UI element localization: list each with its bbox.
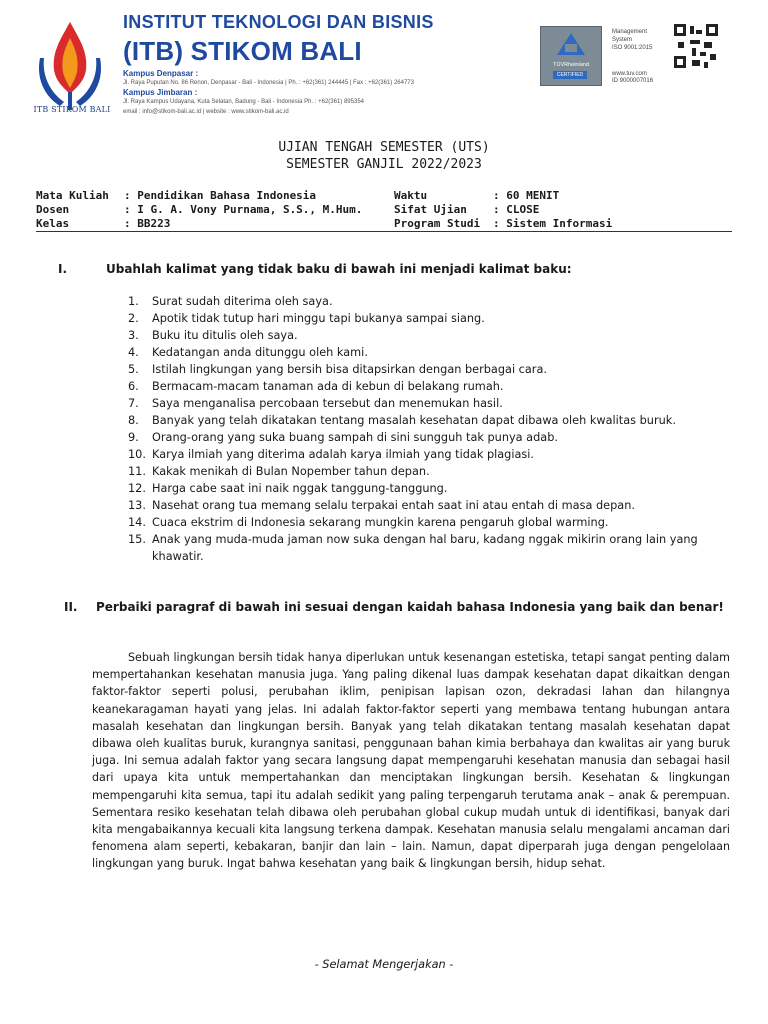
campus-jimbaran-label: Kampus Jimbaran : <box>123 88 198 97</box>
question-text: Anak yang muda-muda jaman now suka dengan hal baru, kadang nggak mikirin orang lain yang khawatir. <box>152 533 698 563</box>
section-2-instruction: Perbaiki paragraf di bawah ini sesuai dengan kaidah bahasa Indonesia yang baik dan benar! <box>96 600 724 614</box>
question-number: 7. <box>128 397 139 410</box>
question-item <box>128 514 728 531</box>
logo-caption: ITB STIKOM BALI <box>33 105 111 114</box>
question-text: Cuaca ekstrim di Indonesia sekarang mungkin karena pengaruh global warming. <box>152 516 609 529</box>
question-item <box>128 310 728 327</box>
question-number: 13. <box>128 499 146 512</box>
question-text: Harga cabe saat ini naik nggak tanggung-tanggung. <box>152 482 448 495</box>
question-item <box>128 327 728 344</box>
question-number: 11. <box>128 465 146 478</box>
question-item <box>128 344 728 361</box>
question-text: Istilah lingkungan yang bersih bisa ditapsirkan dengan berbagai cara. <box>152 363 547 376</box>
meta-left <box>36 189 362 231</box>
question-number: 15. <box>128 533 146 546</box>
section-2-number: II. <box>64 600 78 614</box>
question-text: Kedatangan anda ditunggu oleh kami. <box>152 346 368 359</box>
campus-denpasar-address: Jl. Raya Puputan No. 86 Renon, Denpasar - Bali - Indonesia | Ph. : +62(361) 244445 | Fax : +62(361) 264773 <box>123 80 414 86</box>
question-item <box>128 293 728 310</box>
cert-line-1: Management <box>612 29 648 35</box>
question-number: 4. <box>128 346 139 359</box>
question-number: 3. <box>128 329 139 342</box>
meta-right <box>394 189 612 231</box>
question-item <box>128 463 728 480</box>
question-text: Bermacam-macam tanaman ada di kebun di belakang rumah. <box>152 380 504 393</box>
question-item <box>128 378 728 395</box>
campus-jimbaran-address: Jl. Raya Kampus Udayana, Kuta Selatan, Badung - Bali - Indonesia Ph. : +62(361) 895354 <box>123 99 364 105</box>
section-2-paragraph: Sebuah lingkungan bersih tidak hanya diperlukan untuk kesenangan estetiska, tetapi sangat penting dalam mempertahankan kesehatan manusia juga. Yang paling dikenal luas dampak kesehatan dapat dikaitkan dengan faktor-faktor seperti polusi, perubahan iklim, penipisan lapisan ozon, dekradasi lahan dan hilangnya keanekaragaman hayati yang jelas. Ini adalah faktor-faktor seperti yang membawa tentang hubungan antara masalah kesehatan dan lingkungan bersih. Banyak yang telah dikatakan tentang masalah kesehatan dapat dibawa oleh kualitas buruk, kurangnya sanitasi, penggunaan bahan kimia berbahaya dan kwalitas air yang buruk juga. Ini semua adalah faktor yang secara langsung dapat mempengaruhi kesehatan manusia dan sebagai hasil dari upaya kita untuk mempertahankan dan menciptakan lingkungan bersih. Kesehatan & lingkungan mempengaruhi kita semua, tapi itu adalah sedikit yang paling terpengaruh terutama anak – anak & perempuan. Sementara resiko kesehatan telah dibawa oleh perubahan global cukup mudah untuk di identifikasi, banyak dari kita mengabaikannya kecuali kita langsung terkena dampak. Kesehatan manusia selalu mengalami ancaman dari fenomena alam seperti, kebakaran, banjir dan lain – lain. Namun, dapat diperparah juga dengan pengelolaan lingkungan yang buruk. Ingat bahwa kesehatan yang baik & lingkungan bersih, hidup sehat. <box>92 651 730 871</box>
itb-stikom-logo <box>30 18 110 118</box>
question-item <box>128 446 728 463</box>
section-1-instruction: Ubahlah kalimat yang tidak baku di bawah ini menjadi kalimat baku: <box>106 262 572 276</box>
question-text: Kakak menikah di Bulan Nopember tahun depan. <box>152 465 430 478</box>
question-text: Surat sudah diterima oleh saya. <box>152 295 333 308</box>
question-item <box>128 429 728 446</box>
meta-row-course: Mata Kuliah : Pendidikan Bahasa Indonesia <box>36 189 317 202</box>
meta-row-study-program: Program Studi : Sistem Informasi <box>394 217 613 230</box>
question-item <box>128 412 728 429</box>
meta-divider <box>36 231 732 232</box>
institution-name: (ITB) STIKOM BALI <box>123 36 362 66</box>
question-text: Saya menganalisa percobaan tersebut dan menemukan hasil. <box>152 397 503 410</box>
question-number: 2. <box>128 312 139 325</box>
question-number: 12. <box>128 482 146 495</box>
question-text: Apotik tidak tutup hari minggu tapi bukanya sampai siang. <box>152 312 485 325</box>
question-item <box>128 361 728 378</box>
meta-row-exam-type: Sifat Ujian : CLOSE <box>394 203 540 216</box>
cert-brand: TÜVRheinland <box>553 62 589 68</box>
cert-badge-label: CERTIFIED <box>553 71 587 79</box>
cert-line-3: ISO 9001:2015 <box>612 45 653 51</box>
question-number: 10. <box>128 448 146 461</box>
closing-greeting: - Selamat Mengerjakan - <box>314 958 454 971</box>
question-number: 5. <box>128 363 139 376</box>
question-item <box>128 497 728 514</box>
meta-row-lecturer: Dosen : I G. A. Vony Purnama, S.S., M.Hum. <box>36 203 363 216</box>
cert-site: www.tuv.com <box>612 71 647 77</box>
cert-line-2: System <box>612 37 633 43</box>
contact-line: email : info@stikom-bali.ac.id | website : www.stikom-bali.ac.id <box>123 109 289 115</box>
question-number: 6. <box>128 380 139 393</box>
institution-line: INSTITUT TEKNOLOGI DAN BISNIS <box>123 12 434 32</box>
question-item <box>128 395 728 412</box>
question-text: Karya ilmiah yang diterima adalah karya ilmiah yang tidak plagiasi. <box>152 448 535 461</box>
question-number: 14. <box>128 516 146 529</box>
cert-id: ID 9000007016 <box>612 78 654 84</box>
question-text: Buku itu ditulis oleh saya. <box>152 329 298 342</box>
question-text: Orang-orang yang suka buang sampah di sini sungguh tak punya adab. <box>152 431 558 444</box>
section-1-number: I. <box>58 262 68 276</box>
letterhead <box>0 0 768 130</box>
exam-semester: SEMESTER GANJIL 2022/2023 <box>286 157 482 172</box>
meta-row-class: Kelas : BB223 <box>36 217 171 230</box>
tuv-certification-badge <box>540 26 602 86</box>
question-text: Nasehat orang tua memang selalu terpakai entah saat ini atau entah di masa depan. <box>152 499 635 512</box>
section-1-list <box>128 293 728 565</box>
meta-row-time: Waktu : 60 MENIT <box>394 189 560 202</box>
question-text: Banyak yang telah dikatakan tentang masalah kesehatan dapat dibawa oleh kwalitas buruk. <box>152 414 676 427</box>
question-number: 8. <box>128 414 139 427</box>
exam-title: UJIAN TENGAH SEMESTER (UTS) <box>278 140 490 155</box>
question-item <box>128 480 728 497</box>
question-item <box>128 531 728 565</box>
question-number: 9. <box>128 431 139 444</box>
qr-code-icon <box>674 24 718 68</box>
campus-denpasar-label: Kampus Denpasar : <box>123 69 199 78</box>
question-number: 1. <box>128 295 139 308</box>
